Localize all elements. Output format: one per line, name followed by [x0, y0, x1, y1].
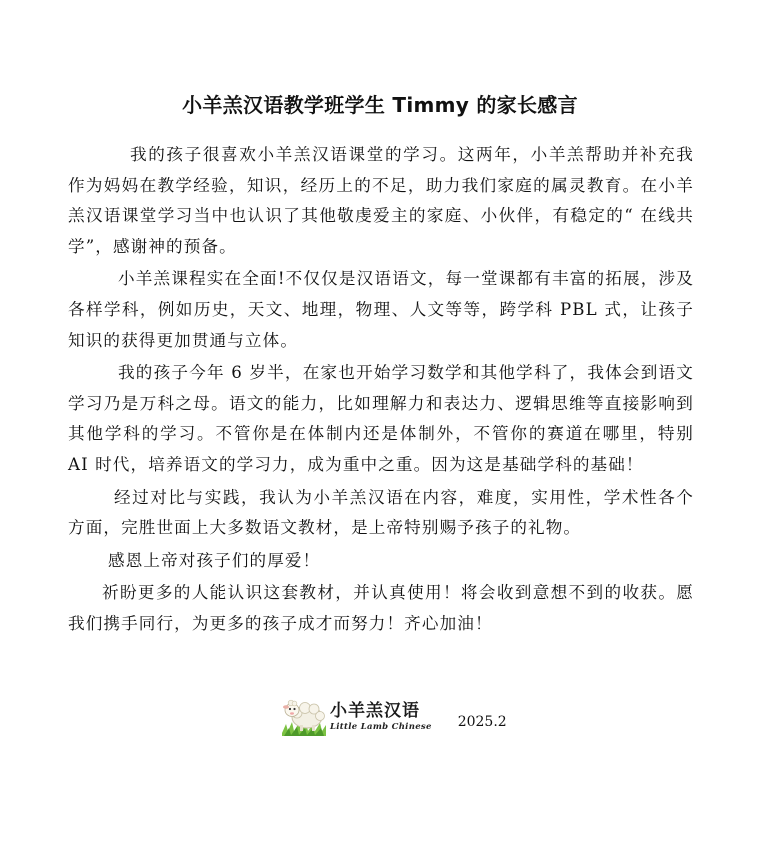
paragraph: 祈盼更多的人能认识这套教材，并认真使用！将会收到意想不到的收获。愿我们携手同行，为更多的孩子成才而努力！齐心加油！ — [68, 583, 694, 633]
document-body — [68, 140, 694, 642]
brand-name-english: Little Lamb Chinese — [330, 722, 432, 732]
paragraph: 小羊羔课程实在全面!不仅仅是汉语语文，每一堂课都有丰富的拓展，涉及各样学科，例如历史，天文、地理，物理、人文等等，跨学科 PBL 式，让孩子知识的获得更加贯通与立体。 — [68, 269, 694, 350]
document-title: 小羊羔汉语教学班学生 Timmy 的家长感言 — [182, 93, 578, 117]
lamb-icon — [280, 693, 328, 742]
brand-logo — [280, 693, 432, 742]
paragraph: 我的孩子很喜欢小羊羔汉语课堂的学习。这两年，小羊羔帮助并补充我作为妈妈在教学经验，知识，经历上的不足，助力我们家庭的属灵教育。在小羊羔汉语课堂学习当中也认识了其他敬虔爱主的家庭、小伙伴，有稳定的“ 在线共学”，感谢神的预备。 — [68, 145, 694, 256]
paragraph: 感恩上帝对孩子们的厚爱！ — [108, 550, 321, 570]
document-date: 2025.2 — [457, 714, 507, 730]
paragraph: 我的孩子今年 6 岁半，在家也开始学习数学和其他学科了，我体会到语文学习乃是万科之母。语文的能力，比如理解力和表达力、逻辑思维等直接影响到其他学科的学习。不管你是在体制内还是体制外，不管你的赛道在哪里，特别 AI 时代，培养语文的学习力，成为重中之重。因为这是基础学科的基础！ — [68, 363, 694, 474]
paragraph: 经过对比与实践，我认为小羊羔汉语在内容，难度，实用性，学术性各个方面，完胜世面上大多数语文教材，是上帝特别赐予孩子的礼物。 — [68, 487, 694, 538]
footer — [280, 693, 507, 741]
brand-logo-text — [330, 701, 432, 733]
brand-name-chinese: 小羊羔汉语 — [330, 701, 420, 721]
